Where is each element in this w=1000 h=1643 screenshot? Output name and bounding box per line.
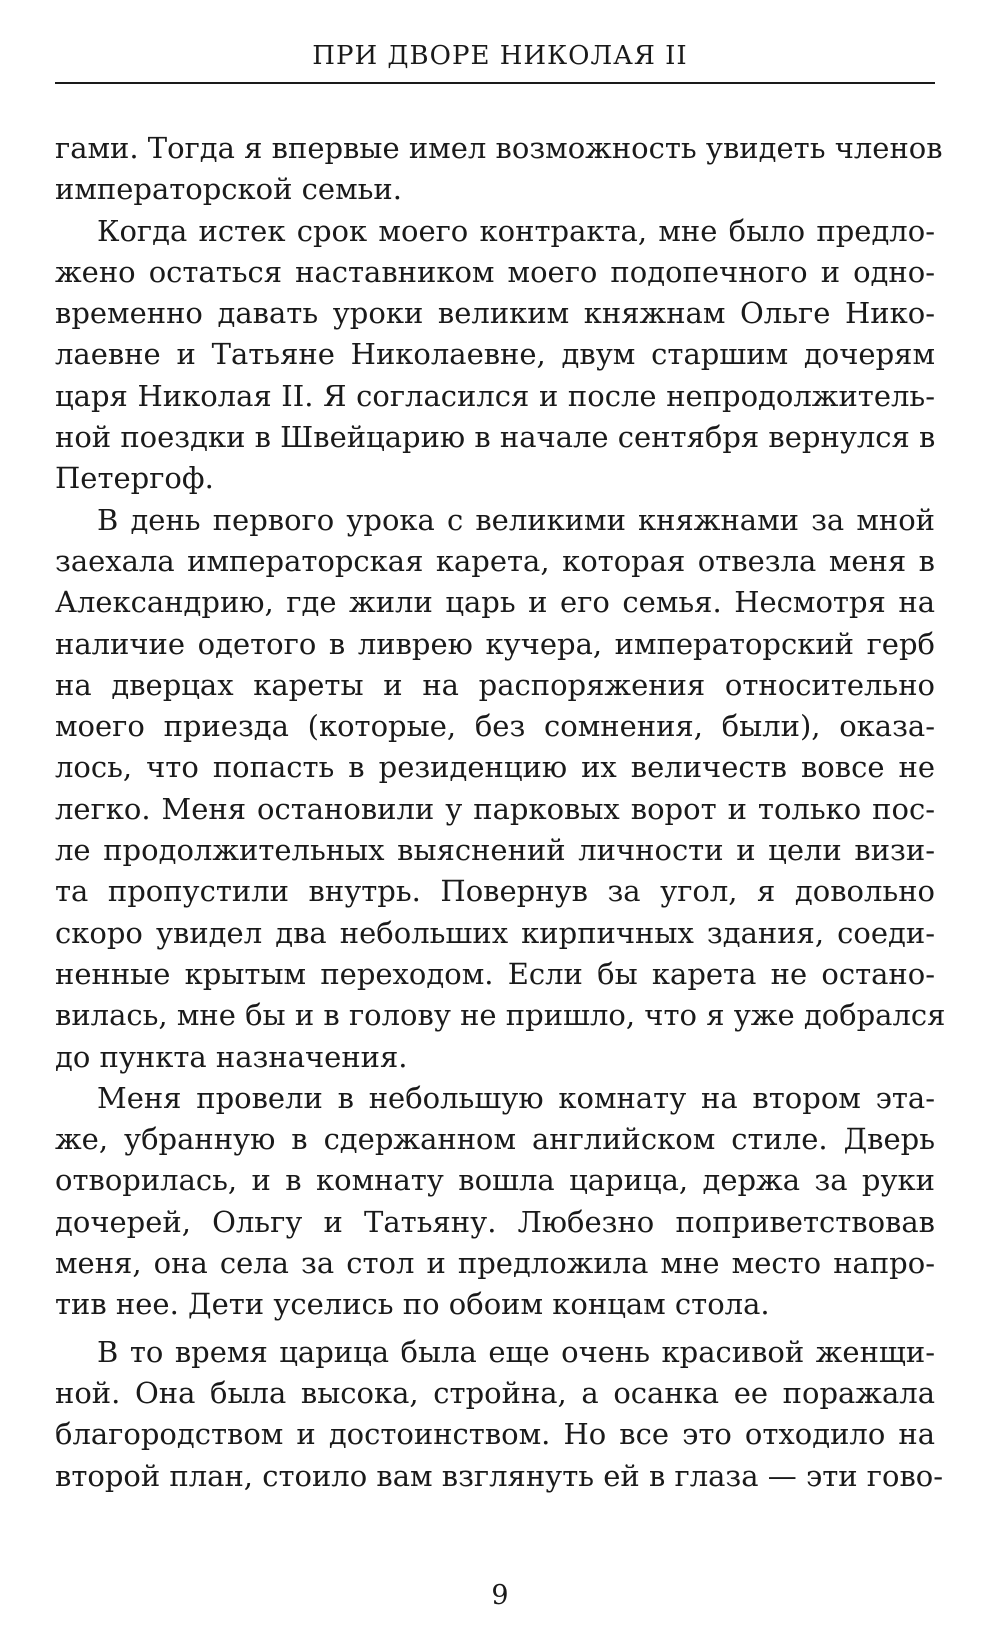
text-line: лаевне и Татьяне Николаевне, двум старшим дочерям <box>55 337 935 372</box>
text-line: временно давать уроки великим княжнам Ольге Нико- <box>55 296 935 331</box>
paragraph <box>55 128 943 211</box>
text-line: жено остаться наставником моего подопечного и одно- <box>55 254 935 289</box>
text-line: гами. Тогда я впервые имел возможность увидеть членов <box>55 131 943 165</box>
text-line: Александрию, где жили царь и его семья. Несмотря на <box>55 585 935 620</box>
text-line: вилась, мне бы и в голову не пришло, что я уже добрался <box>55 998 946 1033</box>
text-line: отворилась, и в комнату вошла царица, держа за руки <box>55 1163 935 1198</box>
paragraph <box>55 211 935 500</box>
text-line: легко. Меня остановили у парковых ворот и только пос- <box>55 791 935 826</box>
text-line: же, убранную в сдержанном английском стиле. Дверь <box>55 1122 935 1157</box>
text-line: благородством и достоинством. Но все это отходило на <box>55 1417 935 1452</box>
text-line: на дверцах кареты и на распоряжения относительно <box>55 667 935 702</box>
text-line: ненные крытым переходом. Если бы карета не остано- <box>55 956 935 991</box>
body-text <box>55 128 946 1497</box>
text-line: Когда истек срок моего контракта, мне было предло- <box>97 213 935 248</box>
text-line: заехала императорская карета, которая отвезла меня в <box>55 543 935 578</box>
text-line: скоро увидел два небольших кирпичных здания, соеди- <box>55 915 935 950</box>
text-line: В то время царица была еще очень красивой женщи- <box>97 1334 935 1369</box>
text-line: дочерей, Ольгу и Татьяну. Любезно поприветствовав <box>55 1204 935 1239</box>
text-line: императорской семьи. <box>55 172 402 207</box>
text-line: Петергоф. <box>55 461 214 496</box>
text-line: меня, она села за стол и предложила мне место напро- <box>55 1246 935 1281</box>
text-line: царя Николая II. Я согласился и после непродолжитель- <box>55 378 935 413</box>
text-line: второй план, стоило вам взглянуть ей в глаза — эти гово- <box>55 1458 944 1493</box>
text-line: лось, что попасть в резиденцию их величеств вовсе не <box>55 750 935 785</box>
paragraph <box>55 500 946 1078</box>
text-line: ной. Она была высока, стройна, а осанка ее поражала <box>55 1375 935 1410</box>
text-line: ле продолжительных выяснений личности и цели визи- <box>55 833 935 868</box>
text-line: наличие одетого в ливрею кучера, императорский герб <box>55 626 935 661</box>
text-line: моего приезда (которые, без сомнения, были), оказа- <box>55 709 935 744</box>
page-number: 9 <box>491 1580 509 1611</box>
text-line: В день первого урока с великими княжнами за мной <box>97 502 935 537</box>
paragraph <box>55 1332 944 1497</box>
running-head-title: ПРИ ДВОРЕ НИКОЛАЯ II <box>312 41 688 71</box>
header-rule <box>55 82 935 84</box>
text-line: Меня провели в небольшую комнату на втором эта- <box>97 1080 935 1115</box>
text-line: ной поездки в Швейцарию в начале сентября вернулся в <box>55 420 936 455</box>
text-line: тив нее. Дети уселись по обоим концам стола. <box>55 1287 770 1322</box>
paragraph <box>55 1078 935 1326</box>
text-line: до пункта назначения. <box>55 1039 408 1074</box>
text-line: та пропустили внутрь. Повернув за угол, я довольно <box>55 874 935 909</box>
